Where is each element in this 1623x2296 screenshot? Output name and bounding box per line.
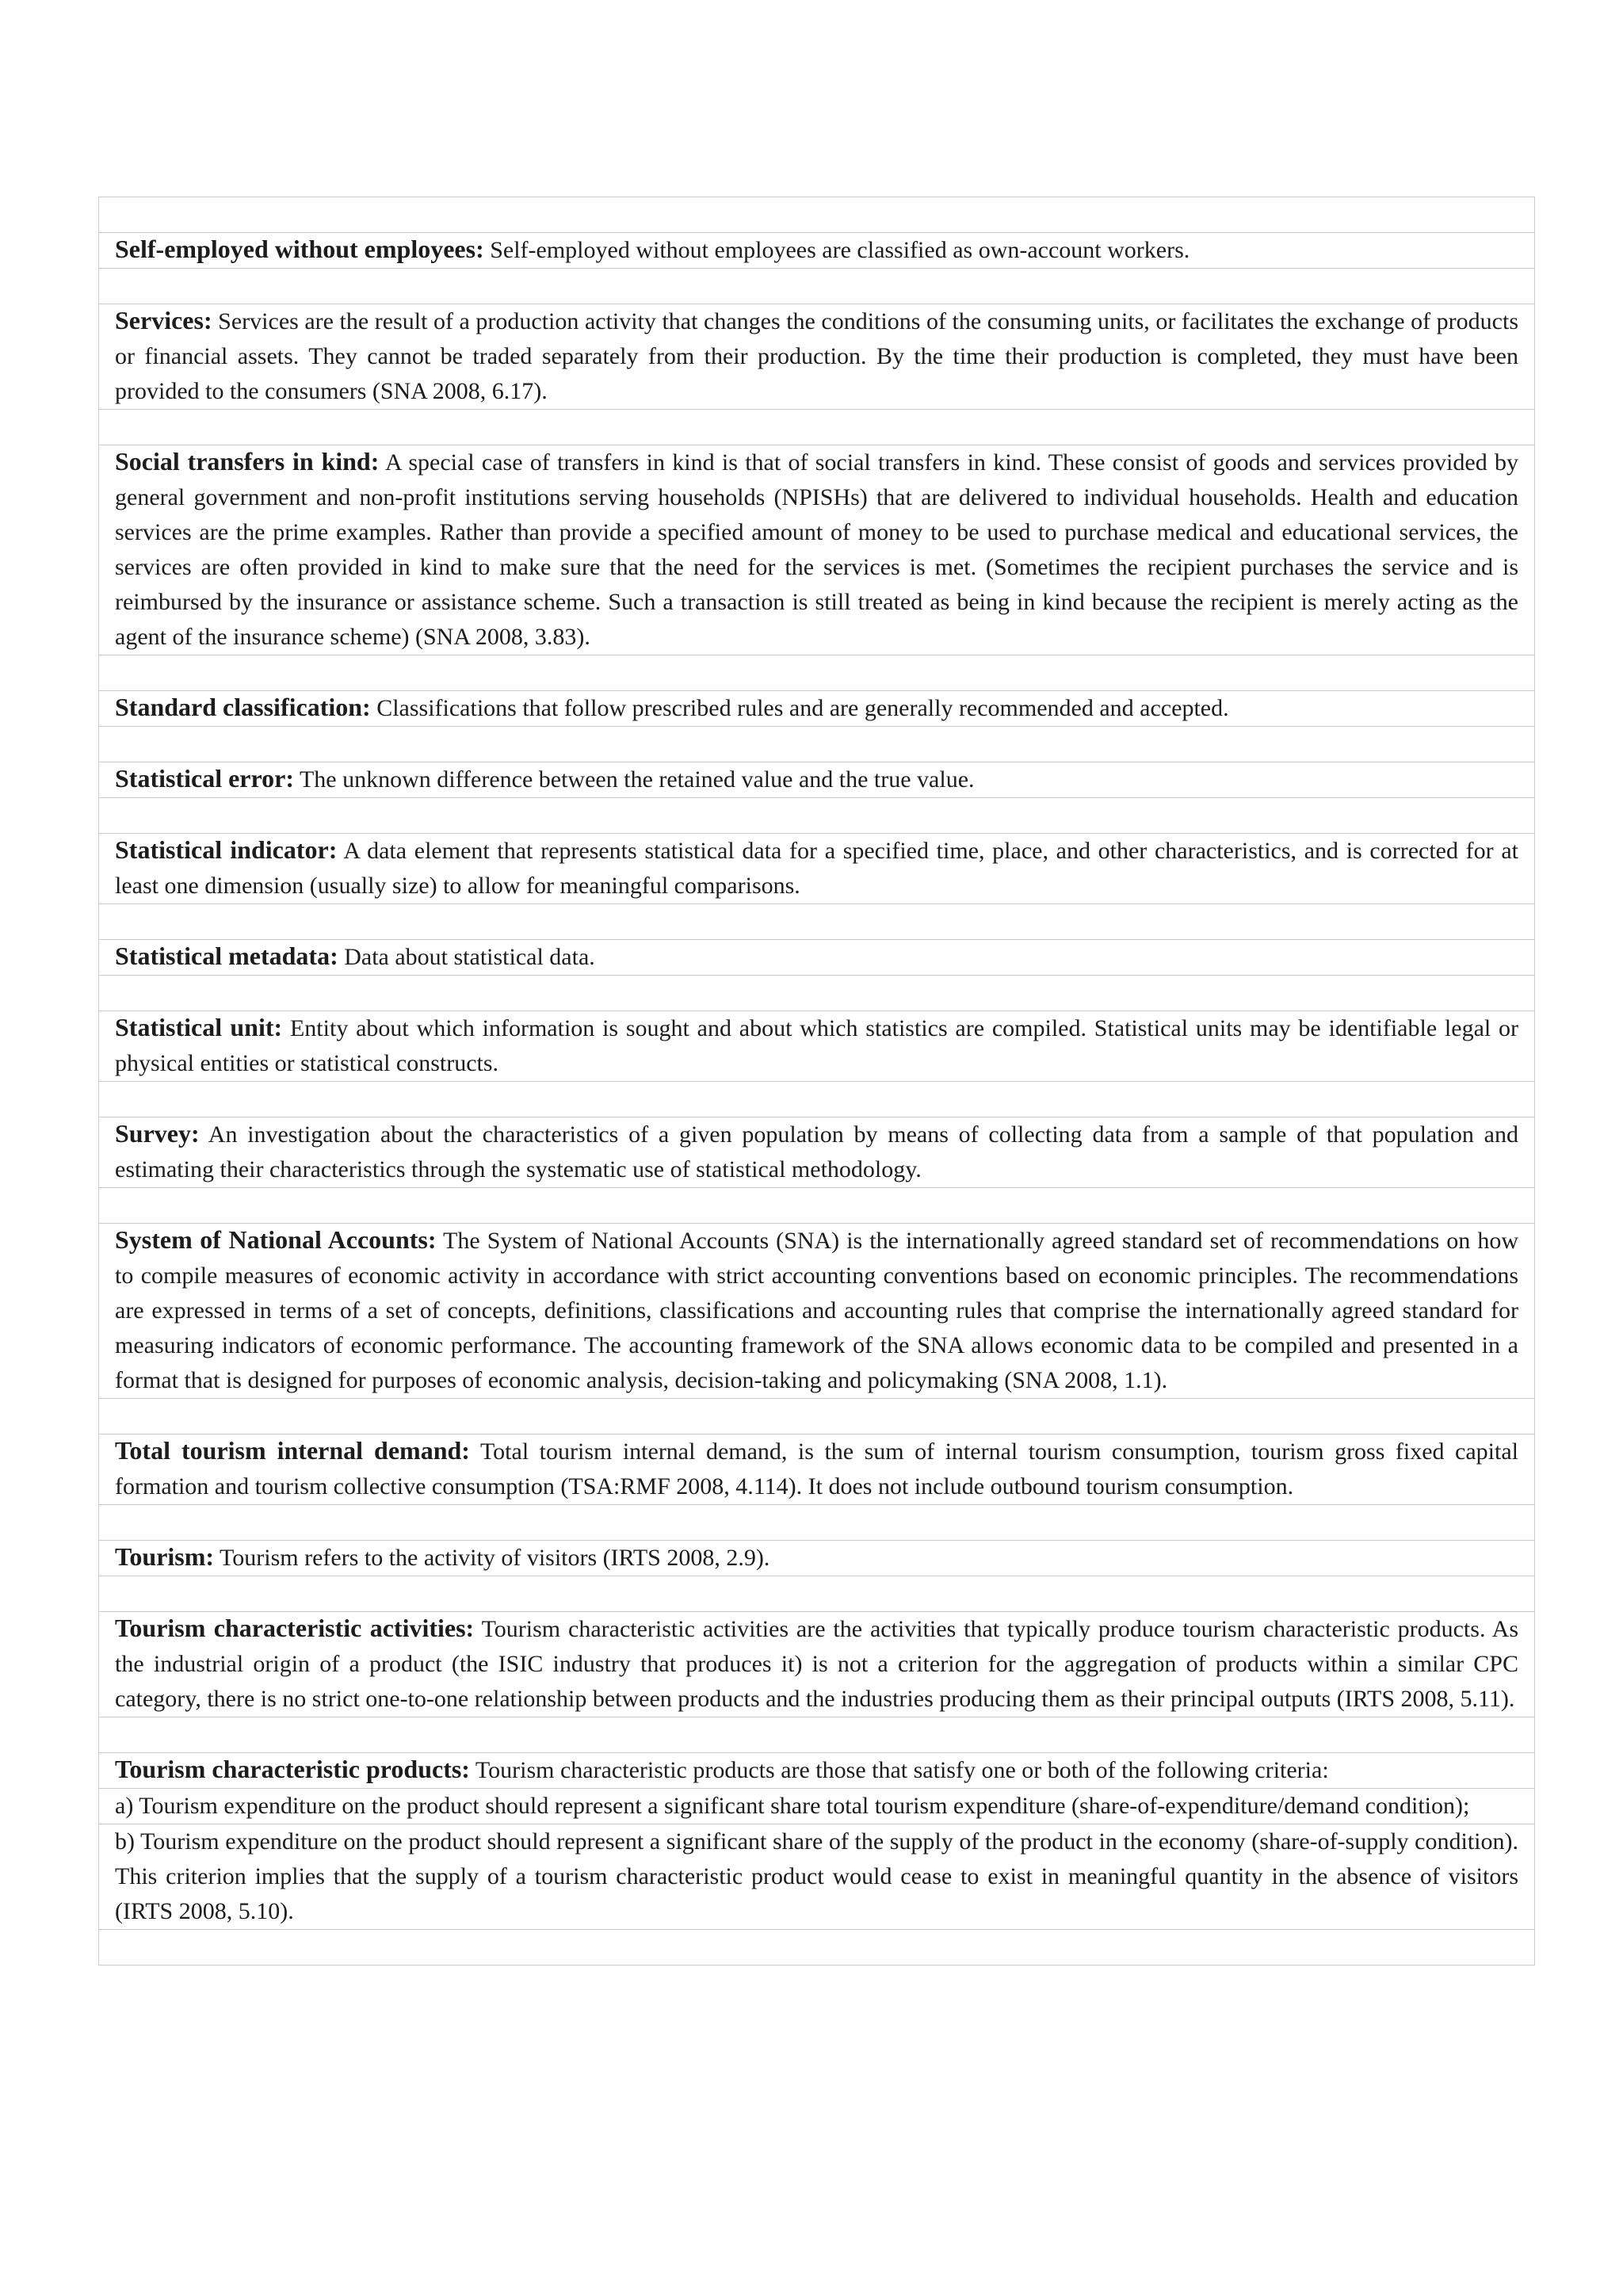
definition: Tourism characteristic activities are the activities that typically produce tourism characteristic products. As the industrial origin of a product (the ISIC industry that produces it) is not a criterion for the aggregation of products within a similar CPC category, there is no strict one-to-one relationship between products and the industries producing them as their principal outputs (IRTS 2008, 5.11).: [115, 1616, 1519, 1712]
spacer-row: [99, 1717, 1534, 1753]
spacer-row: [99, 197, 1534, 233]
definition: A special case of transfers in kind is that of social transfers in kind. These consist of goods and services provided by general government and non-profit institutions serving households (NPISHs) that are delivered to individual households. Health and education services are the prime examples. Rather than provide a specified amount of money to be used to purchase medical and educational services, the services are often provided in kind to make sure that the need for the services is met. (Sometimes the recipient purchases the service and is reimbursed by the insurance or assistance scheme. Such a transaction is still treated as being in kind because the recipient is merely acting as the agent of the insurance scheme) (SNA 2008, 3.83).: [115, 449, 1518, 650]
definition: Tourism characteristic products are those that satisfy one or both of the following criteria:: [475, 1757, 1329, 1783]
term: Tourism:: [115, 1542, 215, 1571]
glossary-entry: [99, 834, 1534, 904]
spacer-row: [99, 1082, 1534, 1117]
definition: Services are the result of a production activity that changes the conditions of the consuming units, or facilitates the exchange of products or financial assets. They cannot be traded separately from their production. By the time their production is completed, they must have been provided to the consumers (SNA 2008, 6.17).: [115, 308, 1518, 404]
term: Self-employed without employees:: [115, 235, 484, 263]
term: Tourism characteristic activities:: [115, 1614, 475, 1642]
spacer-row: [99, 904, 1534, 940]
term: Standard classification:: [115, 693, 371, 721]
glossary-entry: [99, 445, 1534, 655]
term: Statistical indicator:: [115, 835, 338, 864]
spacer-row: [99, 410, 1534, 445]
glossary-entry: [99, 940, 1534, 976]
glossary-entry: [99, 304, 1534, 410]
term: Social transfers in kind:: [115, 447, 380, 476]
term: Tourism characteristic products:: [115, 1755, 470, 1783]
spacer-row: [99, 727, 1534, 762]
definition: The System of National Accounts (SNA) is the internationally agreed standard set of recommendations on how to compile measures of economic activity in accordance with strict accounting conventions based on economic principles. The recommendations are expressed in terms of a set of concepts, definitions, classifications and accounting rules that comprise the internationally agreed standard for measuring indicators of economic performance. The accounting framework of the SNA allows economic data to be compiled and presented in a format that is designed for purposes of economic analysis, decision-taking and policymaking (SNA 2008, 1.1).: [115, 1228, 1519, 1393]
glossary-entry: [99, 1753, 1534, 1789]
glossary-entry: [99, 1435, 1534, 1505]
definition: A data element that represents statistical data for a specified time, place, and other characteristics, and is corrected for at least one dimension (usually size) to allow for meaningful comparisons.: [115, 838, 1518, 899]
spacer-row: [99, 1930, 1534, 1965]
definition: Classifications that follow prescribed rules and are generally recommended and accepted.: [376, 695, 1229, 721]
glossary-entry: [99, 762, 1534, 798]
spacer-row: [99, 1576, 1534, 1612]
definition: The unknown difference between the retained value and the true value.: [299, 766, 975, 793]
term: Services:: [115, 306, 212, 334]
glossary-table: [98, 197, 1535, 1966]
glossary-entry: [99, 1612, 1534, 1717]
glossary-entry: [99, 1011, 1534, 1082]
definition: Data about statistical data.: [344, 944, 595, 970]
term: Statistical error:: [115, 764, 294, 793]
definition: Self-employed without employees are classified as own-account workers.: [490, 237, 1190, 263]
definition: Entity about which information is sought and about which statistics are compiled. Statistical units may be identifiable legal or physical entities or statistical constructs.: [115, 1015, 1519, 1076]
glossary-entry: [99, 1224, 1534, 1399]
glossary-entry: [99, 1541, 1534, 1576]
spacer-row: [99, 976, 1534, 1011]
term: System of National Accounts:: [115, 1225, 437, 1254]
term: Statistical metadata:: [115, 942, 338, 970]
glossary-entry: [99, 691, 1534, 727]
spacer-row: [99, 1188, 1534, 1224]
criterion-b: b) Tourism expenditure on the product should represent a significant share of the supply of the product in the economy (share-of-supply condition). This criterion implies that the supply of a tourism characteristic product would cease to exist in meaningful quantity in the absence of visitors (IRTS 2008, 5.10).: [99, 1824, 1534, 1930]
glossary-entry: [99, 233, 1534, 269]
definition: An investigation about the characteristics of a given population by means of collecting data from a sample of that population and estimating their characteristics through the systematic use of statistical methodology.: [115, 1121, 1518, 1182]
term: Survey:: [115, 1119, 200, 1148]
spacer-row: [99, 1399, 1534, 1435]
spacer-row: [99, 798, 1534, 834]
term: Total tourism internal demand:: [115, 1436, 470, 1465]
term: Statistical unit:: [115, 1013, 283, 1041]
glossary-entry: [99, 1117, 1534, 1188]
spacer-row: [99, 269, 1534, 304]
spacer-row: [99, 655, 1534, 691]
criterion-a: a) Tourism expenditure on the product should represent a significant share total tourism expenditure (share-of-expenditure/demand condition);: [99, 1789, 1534, 1824]
definition: Tourism refers to the activity of visitors (IRTS 2008, 2.9).: [220, 1545, 770, 1571]
spacer-row: [99, 1505, 1534, 1541]
definition: Total tourism internal demand, is the sum of internal tourism consumption, tourism gross fixed capital formation and tourism collective consumption (TSA:RMF 2008, 4.114). It does not include outbound tourism consumption.: [115, 1438, 1519, 1499]
